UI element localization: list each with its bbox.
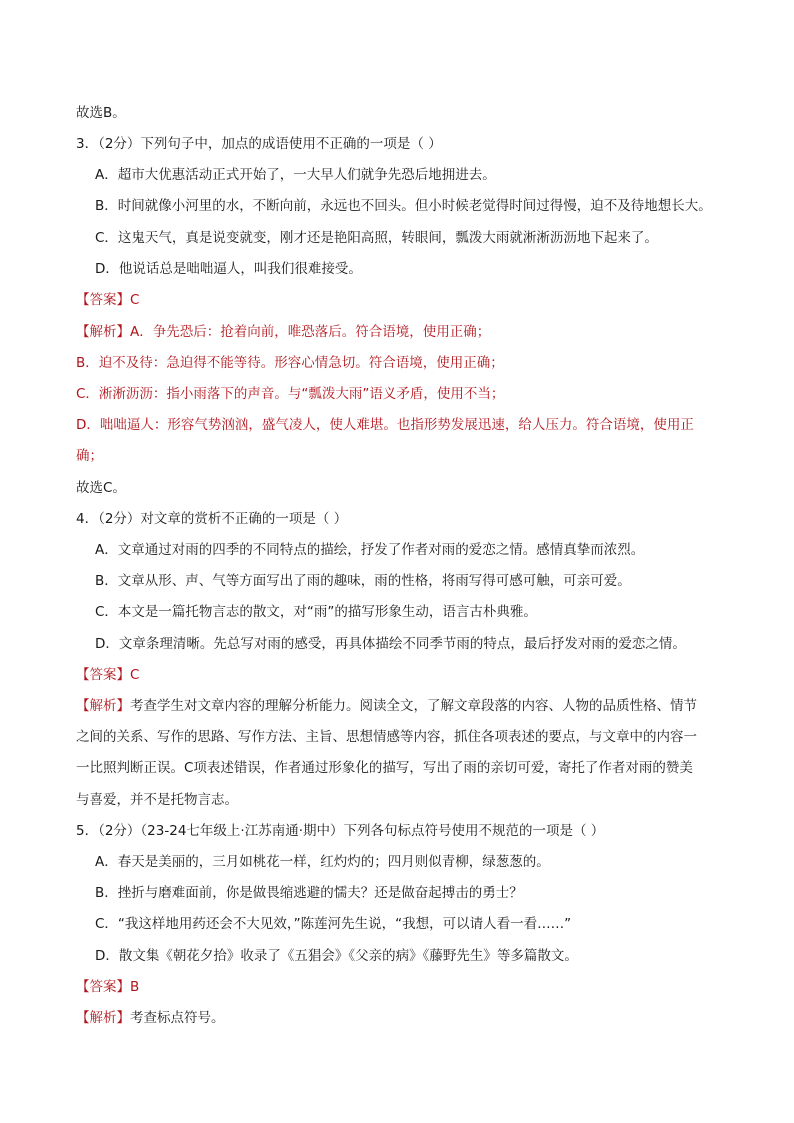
question-3-analysis-a: 【解析】A．争先恐后：抢着向前，唯恐落后。符合语境，使用正确； [76,324,491,340]
answer-tag: 【答案】 [76,667,130,683]
question-4-stem: 4．（2分）对文章的赏析不正确的一项是（ ） [76,511,348,527]
question-3-option-b: B．时间就像小河里的水，不断向前，永远也不回头。但小时候老觉得时间过得慢，迫不及待地想长大。 [95,198,712,214]
answer-tag: 【答案】 [76,979,130,995]
question-5-analysis: 【解析】考查标点符号。 [76,1010,225,1026]
question-4-option-a: A．文章通过对雨的四季的不同特点的描绘，抒发了作者对雨的爱恋之情。感情真挚而浓烈。 [95,542,645,558]
question-4-option-b: B．文章从形、声、气等方面写出了雨的趣味，雨的性格，将雨写得可感可触，可亲可爱。 [95,573,631,589]
question-3-conclusion: 故选C。 [76,480,126,496]
question-5-option-d: D．散文集《朝花夕拾》收录了《五猖会》《父亲的病》《藤野先生》等多篇散文。 [95,948,578,964]
conclusion-line: 故选B。 [76,105,126,121]
question-4-answer [76,665,139,685]
question-3-option-a: A．超市大优惠活动正式开始了，一大早人们就争先恐后地拥进去。 [95,167,496,183]
question-5-option-a: A．春天是美丽的，三月如桃花一样，红灼灼的；四月则似青柳，绿葱葱的。 [95,854,550,870]
question-3-answer [76,290,139,310]
answer-value: C [130,667,140,683]
question-3-analysis-c: C．淅淅沥沥：指小雨落下的声音。与“瓢泼大雨”语义矛盾，使用不当； [76,386,505,402]
answer-tag: 【答案】 [76,292,130,308]
question-3-option-c: C．这鬼天气，真是说变就变，刚才还是艳阳高照，转眼间，瓢泼大雨就淅淅沥沥地下起来了。 [95,230,658,246]
question-3-option-d: D．他说话总是咄咄逼人，叫我们很难接受。 [95,261,362,277]
question-5-option-c: C．“我这样地用药还会不大见效，”陈莲河先生说，“我想，可以请人看一看……” [95,916,572,932]
question-5-answer [76,977,139,997]
question-4-analysis-3: 一比照判断正误。C项表述错误，作者通过形象化的描写，写出了雨的亲切可爱，寄托了作者对雨的赞美 [76,760,693,776]
question-3-stem: 3．（2分）下列句子中，加点的成语使用不正确的一项是（ ） [76,136,442,152]
analysis-tag: 【解析】 [76,1010,130,1026]
analysis-tag: 【解析】 [76,698,130,714]
question-5-option-b: B．挫折与磨难面前，你是做畏缩逃避的懦夫？还是做奋起搏击的勇士？ [95,885,523,901]
question-4-analysis-2: 之间的关系、写作的思路、写作方法、主旨、思想情感等内容，抓住各项表述的要点，与文章中的内容一 [76,729,697,745]
question-4-option-d: D．文章条理清晰。先总写对雨的感受，再具体描绘不同季节雨的特点，最后抒发对雨的爱恋之情。 [95,636,686,652]
question-3-analysis-d: D．咄咄逼人：形容气势汹汹，盛气凌人，使人难堪。也指形势发展迅速，给人压力。符合语境，使用正 [76,417,694,433]
answer-value: C [130,292,140,308]
answer-value: B [130,979,140,995]
question-3-analysis-b: B．迫不及待：急迫得不能等待。形容心情急切。符合语境，使用正确； [76,355,504,371]
question-4-analysis-4: 与喜爱，并不是托物言志。 [76,792,238,808]
analysis-tag: 【解析】 [76,324,130,340]
question-4-analysis-1: 【解析】考查学生对文章内容的理解分析能力。阅读全文，了解文章段落的内容、人物的品质性格、情节 [76,698,697,714]
question-3-analysis-d-cont: 确； [76,448,103,464]
question-4-option-c: C．本文是一篇托物言志的散文，对“雨”的描写形象生动，语言古朴典雅。 [95,604,537,620]
question-5-stem: 5．（2分）（23-24七年级上·江苏南通·期中）下列各句标点符号使用不规范的一项是（ ） [76,823,605,839]
